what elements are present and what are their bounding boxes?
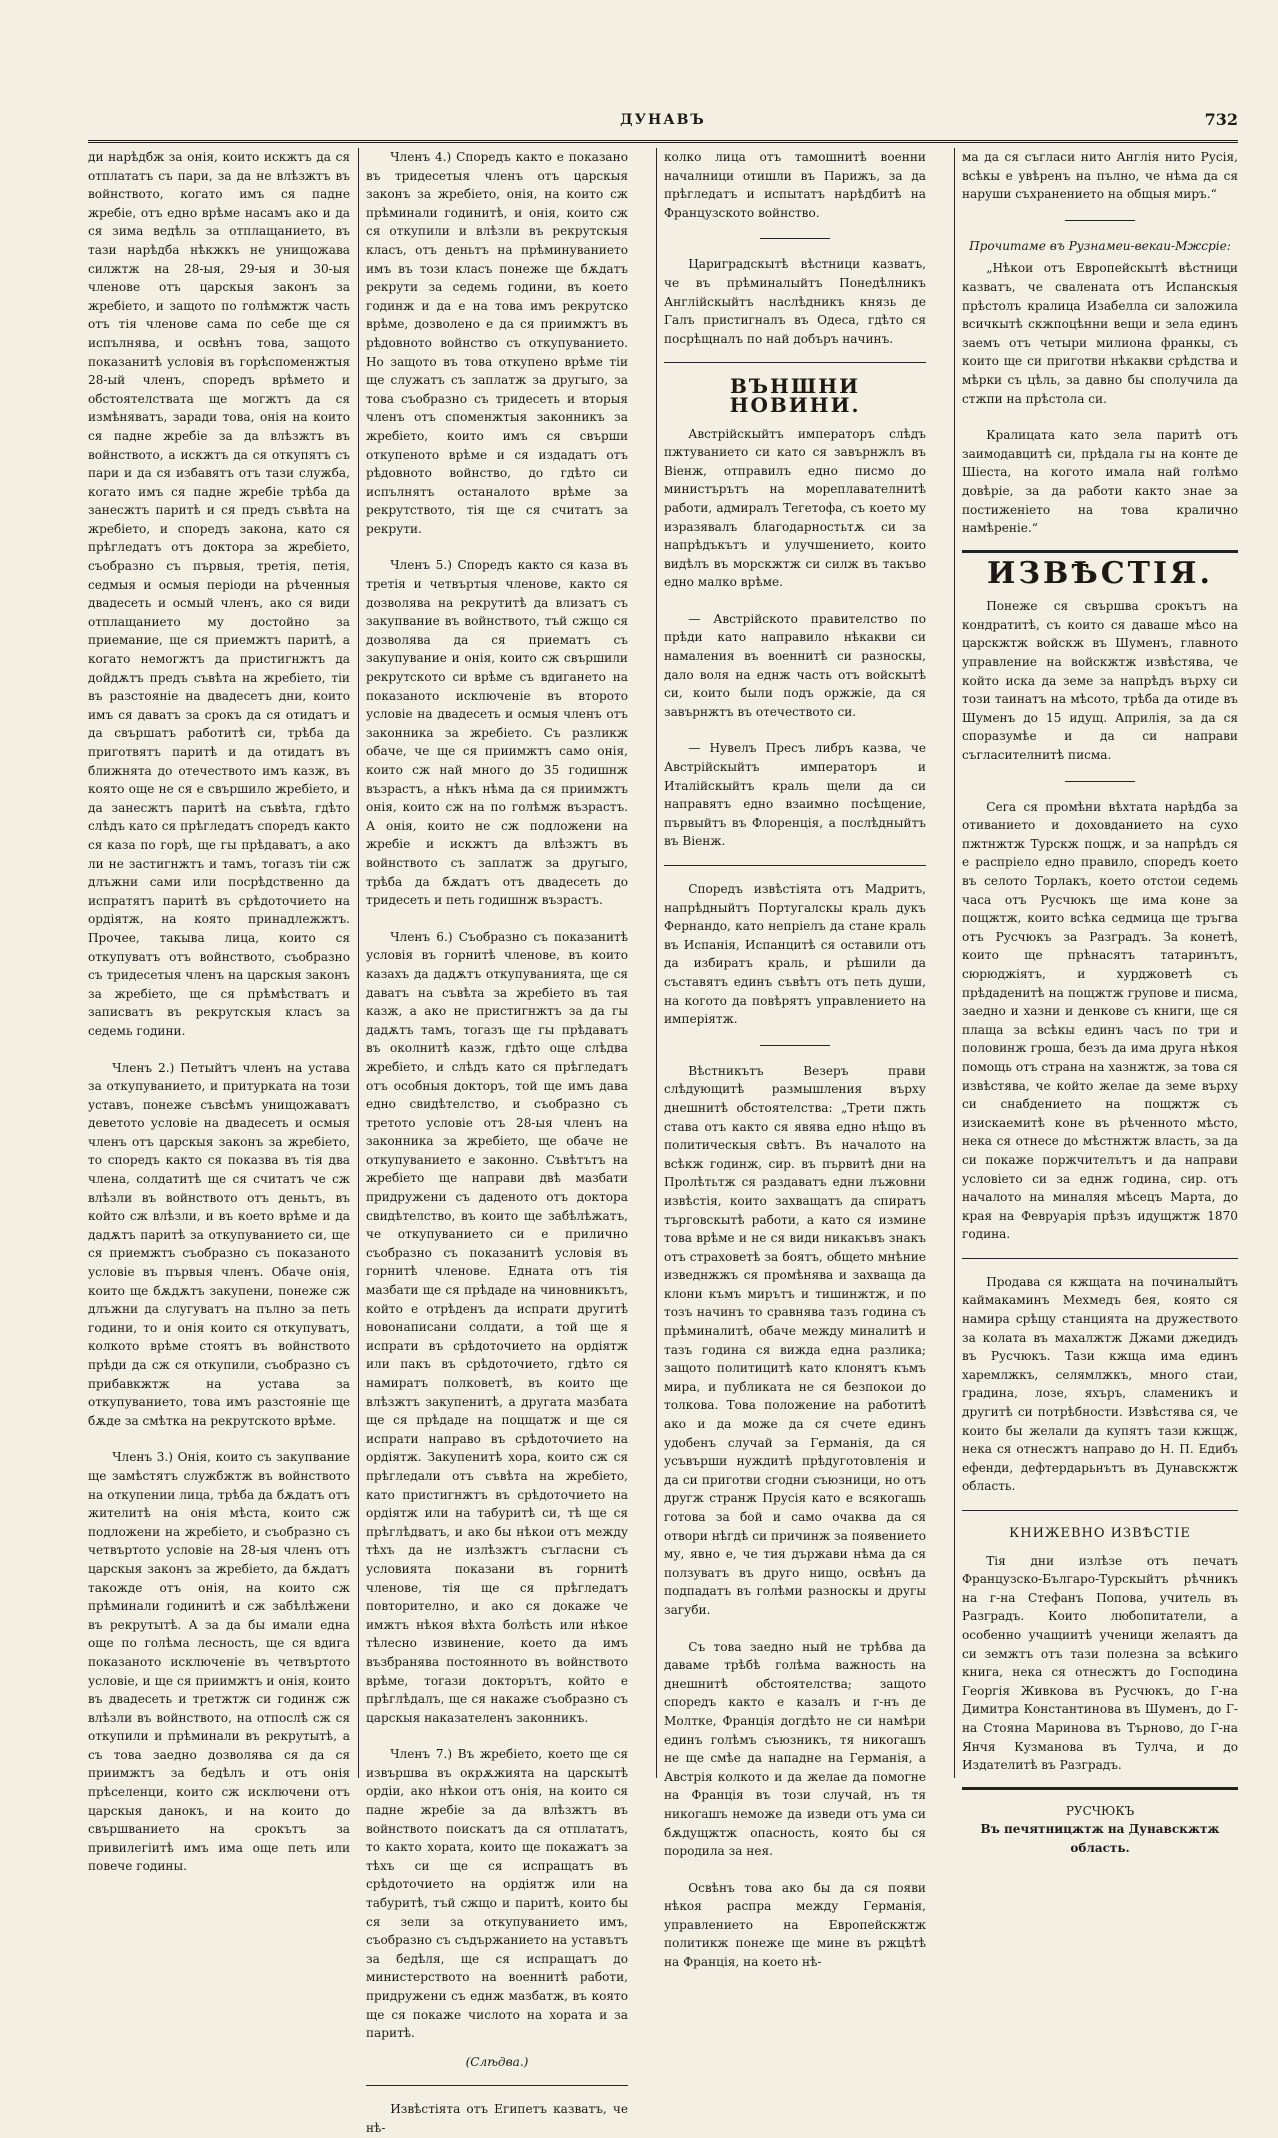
imprint-city: РУСЧЮКЪ bbox=[1065, 1803, 1135, 1818]
imprint-press: Въ печятницжтж на Дунавскжтж область. bbox=[980, 1822, 1220, 1855]
column-divider bbox=[954, 148, 955, 1778]
notice-paragraph: Продава ся кжщата на починалыйтъ каймакаминъ Мехмедъ бея, която ся намира срѣщу станцията на дружеството за колата въ махалжтж Джами джедидъ въ Русчюкъ. Тази кжща има единъ харемлжкъ, селямлжкъ, много стаи, градина, лозе, яхъръ, сламеникъ и другитѣ си потрѣбности. Извѣстява ся, че които бы желали да купятъ тази кжщж, нека ся отнесжтъ направо до Н. П. Едибъ ефенди, дефтердарьнътъ въ Дунавскжтж область. bbox=[962, 1274, 1238, 1494]
section-heading: ИЗВѢСТІЯ. bbox=[987, 555, 1213, 591]
article-paragraph: Австрійскыйтъ императоръ слѣдъ пжтуванието си като ся завърнжлъ въ Віенж, отправилъ едно писмо до министърътъ на мореплавателнитѣ работи, адмиралъ Тегетофа, съ което му изразявалъ благодарностьтѫ си за напрѣдъкътъ и улучшението, които видѣлъ въ морскжтж си силж въ такъво едно малко врѣме. bbox=[664, 426, 926, 590]
column-4 bbox=[962, 148, 1238, 1855]
newspaper-title: ДУНАВЪ bbox=[620, 112, 706, 128]
divider bbox=[962, 1258, 1238, 1259]
article-paragraph: „Нѣкои отъ Европейскытѣ вѣстници казватъ, че свалената отъ Испанскыя прѣстолъ кралица Изабелла си заложила всичкытѣ скжпоцѣнни вещи и зела единъ заемъ отъ четыри милиона франкы, съ които ще си приготви нѣкакви срѣдства и мѣрки съ цѣль, за давно бы сполучила да стжпи на прѣстола си. bbox=[962, 261, 1238, 406]
page-number: 732 bbox=[1204, 110, 1238, 129]
article-paragraph: Членъ 5.) Споредъ както ся каза въ третія и четвъртыя членове, както ся дозволява на рекрутитѣ да влизатъ съ закупвание въ войнството, тъй сжщо ся дозволява да ся приематъ съ закупувание и онія, които сж свършили рекрутското си врѣме съ вдигането на показаното исключеніе въ второто условіе на двадесеть и осмыя членъ отъ законника за жребіето. Съ разликж обаче, че ще ся приимжтъ само онія, които сж най много до 35 годишнж възрастъ, а нѣкъ нѣма да ся приимжтъ онія, които сж на по голѣмж възрастъ. А онія, които не сж подложени на жребіе и искжтъ да влѣзжтъ въ войнството съ заплатж за другыго, трѣба да бѫдатъ отъ двадесеть до тридесеть и петь годишнж възрастъ. bbox=[366, 558, 628, 908]
divider bbox=[962, 1787, 1238, 1790]
divider bbox=[760, 1045, 830, 1046]
notice-paragraph: Сега ся промѣни вѣхтата нарѣдба за отиванието и доховданието на сухо пжтнжтж Турскж пощж, и за напрѣдъ ся е распріело едно правило, споредъ което въ селото Торлакъ, което отстои седемь часа отъ Русчюкъ ще има коне за пощжтж, които всѣка седмица ще тръгва отъ Русчюкъ за Разградъ. За конетѣ, които ще прѣнасятъ татаринътъ, сюрюджіятъ, и хурджоветѣ съ прѣдаденитѣ на пощжтж групове и писма, заедно и хазни и денкове съ книги, ще ся плаща за всѣкы единъ часъ по три и половинж гроша, безъ да има друга нѣкоя помощь отъ страна на хазнжтж, за това ся извѣстява, че който желае да земе върху си снабдението на пощжтж съ изискаемитѣ коне въ рѣченното мѣсто, нека ся отнесе до мѣстнжтж власть, за да си покаже поржчителътъ и да направи условіето си за еднж година, сир. отъ началото на миналяя мѣсецъ Марта, до края на Февруарія прѣзъ идущжтж 1870 година. bbox=[962, 799, 1238, 1242]
column-1 bbox=[88, 148, 350, 1874]
article-paragraph: Извѣстіята отъ Египетъ казватъ, че нѣ- bbox=[366, 2102, 628, 2135]
article-paragraph: — Австрійското правителство по прѣди като направило нѣкакви си намаления въ военнитѣ си разноскы, дало воля на еднж часть отъ войскытѣ си, които были подъ оржжіе, да ся завърнжтъ въ отечеството си. bbox=[664, 611, 926, 719]
article-paragraph: Споредъ извѣстіята отъ Мадритъ, напрѣдныйтъ Португалскы краль дукъ Фернандо, като непріелъ да стане краль въ Испанія, Испанцитѣ ся оставили отъ да избиратъ краль, и рѣшили да съставятъ единъ съвѣтъ отъ петь души, на когото да повѣрятъ управлението на имперіятж. bbox=[664, 882, 926, 1027]
masthead bbox=[88, 110, 1238, 143]
article-paragraph: ди нарѣдбж за онія, които искжтъ да ся отплататъ съ пари, за да не влѣзжтъ въ войнството, когато имъ ся падне жребіе, отъ едно врѣме насамъ ако и да ся зима ведѣль за отплащанието, въ тази нарѣдба нѣкжкъ не унищожава силжтж на 28-ыя, 29-ыя и 30-ыя членове отъ царскыя законъ за жребіето, и защото по голѣмжтж часть отъ тія членове сама по себе ще ся испълнява, и освѣнъ това, защото показанитѣ условія въ горѣспоменжтыя 28-ый членъ, споредъ врѣмето и обстоятелствата ще могжтъ да ся измѣняватъ, заради това, онія на които ся падне жребіе за да влѣзжтъ въ войнството, а искжтъ да ся откупятъ съ пари и да ся избавятъ отъ тази служба, когато имъ ся падне жребіе трѣба да занесжтъ паритѣ и ся предъ съвѣта на жребіето, и споредъ закона, като ся прѣгледатъ отъ доктора за жребіето, съобразно съ първыя, третія, петія, седмыя и осмыя періоди на рѣченныя двадесеть и осмый членъ, ако ся види отплащанието му достойно за приемание, ще ся приемжтъ паритѣ, а когато немогжтъ да пристигнжтъ да дойдѫтъ предъ съвѣта на жребіето, тіи въ разстояніе на двадесетъ дни, които имъ ся даватъ за срокъ да ся отидатъ и да свършатъ работитѣ си, трѣба да приготвятъ паритѣ и да отидатъ въ ближнята до отечеството имъ казж, въ която още не ся е свършило жребіето, и да занесжтъ паритѣ на съвѣта, гдѣто слѣдъ като ся прѣгледатъ споредъ както ся каза по горѣ, ще гы прѣдаватъ, а ако ли не застигнжтъ и тамъ, тогазъ тіи сж длъжни сами или посрѣдственно да испратятъ паритѣ въ срѣдоточието на ордіятж, на която принадлежжтъ. Прочее, такыва лица, които ся откупуватъ отъ войнството, съобразно съ тридесетыя членъ на царскыя законъ за жребіето, ще ся прѣмѣстватъ и записватъ въ рекрутскыя класъ за седемь години. bbox=[88, 150, 350, 1038]
section-heading: КНИЖЕВНО ИЗВѢСТІЕ bbox=[1009, 1526, 1191, 1541]
article-paragraph: Членъ 3.) Онія, които съ закупвание ще замѣстятъ службжтж въ войнството на откупении лица, трѣба да бѫдатъ отъ жителитѣ на онія мѣста, които сж подложени на жребіето, и съобразно съ четвъртото условіе на 28-ыя членъ отъ царскыя законъ за жребіето, да бѫдатъ такожде отъ онія, на които сж прѣминали годинитѣ и сж забѣлѣжени въ рекрутытѣ. А за да бы имали една още по голѣма лесность, ще ся вдига показаното исключеніе въ четвъртото условіе, и ще ся приимжтъ и онія, които въ двадесеть и третжтж си годинж сж влѣзли въ войнството, на отпослѣ сж ся откупили и прѣминали въ рекрутытѣ, а съ това заедно дозволява ся да ся приимжтъ за бедѣлъ и отъ онія прѣселенци, които сж исключени отъ царскыя данокъ, и на които до свършванието на срокътъ за привилегіитѣ имъ има още петь или повече годины. bbox=[88, 1450, 350, 1874]
article-paragraph: Освѣнъ това ако бы да ся появи нѣкоя распра между Германія, управлението на Европейскжтж политикж понеже ще мине въ ржцѣтѣ на Франція, на което нѣ- bbox=[664, 1880, 926, 1970]
article-paragraph: — Нувелъ Пресъ либръ казва, че Австрійскыйтъ императоръ и Италійскыйтъ краль щели да си направятъ едно взаимно посѣщение, първыйтъ въ Флоренція, а послѣдныйтъ въ Віенж. bbox=[664, 741, 926, 849]
divider bbox=[664, 865, 926, 866]
column-2 bbox=[366, 148, 628, 2135]
article-paragraph: Съ това заедно ный не трѣбва да даваме трѣбѣ голѣма важность на днешнитѣ обстоятелства; защото споредъ както е казалъ и г-нъ де Молтке, Франція догдѣто не си намѣри единъ голѣмъ съюзникъ, тя никогашъ не ще смѣе да нападне на Германія, а Австрія колкото и да желае да помогне на Франція въ този случай, нъ тя никогашъ неможе да изведи отъ ума си бѫдущжтж опасность, която бы ся породила за нея. bbox=[664, 1639, 926, 1859]
section-heading: ВЪНШНИ НОВИНИ. bbox=[729, 374, 861, 417]
article-paragraph: Кралицата като зела паритѣ отъ заимодавцитѣ си, прѣдала гы на конте де Шіеста, на когото имала най голѣмо довѣріе, за да работи както знае за постиженіето на това кралично намѣреніе.“ bbox=[962, 428, 1238, 536]
divider bbox=[664, 362, 926, 363]
divider bbox=[962, 1510, 1238, 1511]
article-paragraph: Членъ 7.) Въ жребіето, което ще ся извършва въ окрѫжията на царскытѣ ордіи, ако нѣкои отъ онія, на които ся падне жребіе за да влѣзжтъ въ войнството поискатъ да ся отплататъ, то както хората, които ще покажатъ за тѣхъ си ще ся испращатъ въ срѣдоточието на ордіятж или на табуритѣ, тъй сжщо и паритѣ, които бы ся зели за откупуванието имъ, съобразно съ съдържанието на уставътъ за бедѣля, ще ся испращатъ до министерството на военнитѣ работи, придружени съ еднж мазбатж, въ която ще ся покаже числото на хората и за паритѣ. bbox=[366, 1747, 628, 2041]
notice-paragraph: Тія дни излѣзе отъ печатъ Французско-Българо-Турскыйтъ рѣчникъ на г-на Стефанъ Попова, учитель въ Разградъ. Които любопитатели, а особенно учащиитѣ ученици желаятъ да си земжтъ отъ тази полезна за всѣкиго книга, нека ся отнесжтъ до Господина Георгія Живкова въ Русчюкъ, до Г-на Димитра Константинова въ Шуменъ, до Г-на Стояна Маринова въ Търново, до Г-на Янчя Кузманова въ Тулча, и до Издателитѣ въ Разградъ. bbox=[962, 1553, 1238, 1773]
article-paragraph: ма да ся съгласи нито Англія нито Русія, всѣкы е увѣренъ на пълно, че нѣма да ся наруши съхранението на общыя миръ.“ bbox=[962, 150, 1238, 202]
article-paragraph: Вѣстникътъ Везеръ прави слѣдующитѣ размышления върху днешнитѣ обстоятелства: „Трети пжть става отъ както ся явява едно нѣщо въ политическыя свѣтъ. Въ началото на всѣкж годинж, сир. въ първитѣ дни на Пролѣтьтж ся раздаватъ едни лъжовни извѣстія, които захващатъ да спиратъ търговскытѣ работи, а като ся измине това врѣме и не ся види никакъвъ знакъ отъ страховетѣ за боятъ, общето мнѣние изведнжжъ ся промѣнява и захваща да клони къмъ мирътъ и тишинжтж, и по тозъ начинъ то сравнява тазъ година съ прѣминалитѣ, обаче между миналитѣ и тазъ година ся вижда една разлика; защото политицитѣ като клонятъ къмъ мира, и публиката не ся безпокои до толкова. Това положение на работитѣ ако и да може да ся счете единъ удобенъ случай за Германія, да ся усъвърши нуждитѣ прѣдуготовленія и да си приготви сгодни съюзници, но отъ другж странж Прусія като е всякогашь готова за бой и само очаква да ся отвори нѣгдѣ си причинж за появението му, явно е, че тия държави нѣма да ся ползуватъ въ друго нищо, освѣнъ да подпадатъ въ голѣми разноскы и другы загуби. bbox=[664, 1063, 926, 1617]
article-paragraph: Членъ 4.) Споредъ както е показано въ тридесетыя членъ отъ царскыя законъ за жребіето, онія, на които сж прѣминали годинитѣ, и онія, които сж ся откупили и влѣзли въ рекрутскыя класъ, отъ деньтъ на прѣминуванието имъ въ този класъ понеже ще бѫдатъ рекрути за седемь години, въ което годинж и да е на това имъ рекрутско врѣме, дозволено е да ся приимжтъ въ рѣдовното войнство съ откупуванието. Но защото въ това откупено врѣме тіи ще служатъ съ заплатж за другыго, за това съобразно съ тридесеть и вторыя членъ отъ споменжтыя законникъ за жребіето, които имъ ся свърши откупеното врѣме и ся издадатъ отъ рѣдовното войнство, до гдѣто си испълнятъ останалото врѣме за рекрутството, тія ще ся считатъ за рекрути. bbox=[366, 150, 628, 536]
article-paragraph: колко лица отъ тамошнитѣ военни началници отишли въ Парижъ, за да прѣгледатъ и испытатъ нарѣдбитѣ на Французското войнство. bbox=[664, 150, 926, 220]
divider bbox=[1065, 781, 1135, 782]
divider bbox=[1065, 220, 1135, 221]
column-divider bbox=[656, 148, 657, 1778]
column-3 bbox=[664, 148, 926, 1970]
continued-note: (Слѣдва.) bbox=[465, 2054, 529, 2069]
newspaper-page bbox=[88, 96, 1238, 2135]
divider bbox=[366, 2085, 628, 2086]
article-paragraph: Цариградскытѣ вѣстници казватъ, че въ прѣминалыйтъ Понедѣлникъ Англійскыйтъ наслѣдникъ князь де Галъ пристигналъ въ Одеса, гдѣто ся посрѣщналъ по най добъръ начинъ. bbox=[664, 257, 926, 346]
divider bbox=[760, 238, 830, 239]
article-paragraph: Членъ 6.) Съобразно съ показанитѣ условія въ горнитѣ членове, въ които казахъ да дадѫтъ откупуванията, ще ся даватъ на съвѣта за жребіето въ тая казж, а ако не пристигнжтъ за да гы дадѫтъ тамъ, тогазъ ще гы прѣдаватъ въ околнитѣ казж, гдѣто още слѣдва жребіето, и слѣдъ като ся прѣгледатъ отъ особныя докторъ, той ще имъ дава едно свидѣтелство, и съобразно съ третото условіе отъ 28-ыя членъ на законника за жребіето, ще обаче не откупуванието е законно. Съвѣтътъ на жребіето ще направи двѣ мазбати придружени съ даденото отъ доктора свидѣтелство, въ които ще забѣлѣжатъ, че откупуванието си е прилично съобразно съ показанитѣ условія въ горнитѣ членове. Едната отъ тія мазбати ще ся прѣдаде на чиновникътъ, който е отрѣденъ да испрати другитѣ новонаписани солдати, а той ще я испрати въ срѣдоточието на ордіятж или пакъ въ срѣдоточието, гдѣто ся намиратъ полковетѣ, въ които ще влѣзжтъ закупенитѣ, а другата мазбата ще ся прѣдаде на поцщатж и ще ся испрати направо въ срѣдоточието на ордіятж. Закупенитѣ хора, които сж ся прѣгледали отъ съвѣта на жребіето, като пристигнжтъ въ срѣдоточието на ордіятж или на табуритѣ си, тѣ ще ся прѣглѣдватъ, и ако бы нѣкои отъ между тѣхъ да не излѣзжтъ съгласни съ условията показани въ горнитѣ членове, тія ще ся прѣгледатъ повторително, и ако ся докаже че имжтъ нѣкоя вѣхта болѣсть или нѣкое тѣлесно извинение, което да имъ възбранява постоянното въ войнството врѣме, тогази докторътъ, който е прѣглѣдалъ, ще ся накаже съобразно съ царскыя наказателенъ законникъ. bbox=[366, 929, 628, 1725]
column-divider bbox=[358, 148, 359, 1778]
notice-paragraph: Понеже ся свършва срокътъ на кондратитѣ, съ които ся даваше мѣсо на царскжтж войскж въ Шуменъ, главното управление на войскжтж извѣстява, че който иска да земе за напрѣдъ върху си този таинатъ на мѣсото, трѣба да отиде въ Шуменъ до 15 идущ. Априлія, за да ся споразумѣе и да си направи съгласителнитѣ писма. bbox=[962, 599, 1238, 763]
divider bbox=[962, 550, 1238, 553]
article-paragraph: Членъ 2.) Петыйтъ членъ на устава за откупуванието, и притурката на този уставъ, понеже съвсѣмъ унищожаватъ деветото условіе на двадесеть и осмыя членъ отъ царскыя законъ за жребіето, то споредъ както ся показва въ тія два члена, солдатитѣ ще ся считатъ че сж влѣзли въ войнството отъ деньтъ, въ който сж влѣзли, и въ което врѣме и да дадѫтъ паритѣ за откупуванието си, ще ся приемжтъ съобразно съ показаното условіе въ първыя членъ. Обаче онія, които ще бѫдѫтъ закупени, понеже сж длъжни да слугуватъ на пълно за петь години, то и онія които ся откупуватъ, колкото врѣме стоятъ въ войнството прѣди да сж ся откупили, съобразно съ прибавкжтж на устава за откупуванието, това имъ разстояніе ще бѫде за смѣтка на рекрутското врѣме. bbox=[88, 1060, 350, 1428]
source-byline: Прочитаме въ Рузнамеи-векаи-Мжсрiе: bbox=[969, 238, 1231, 253]
